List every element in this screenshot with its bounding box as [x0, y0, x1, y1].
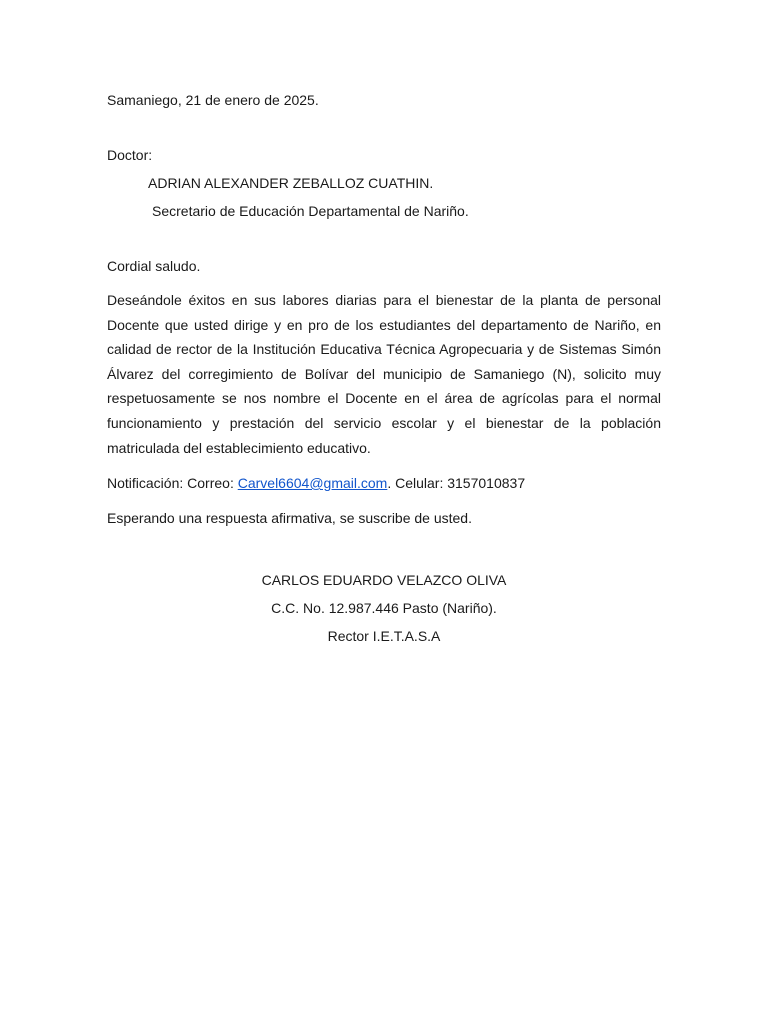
email-link[interactable]: Carvel6604@gmail.com	[237, 475, 388, 491]
notification-line	[107, 474, 525, 492]
signature-title: Rector I.E.T.A.S.A	[327, 628, 441, 644]
closing-line: Esperando una respuesta afirmativa, se suscribe de usted.	[107, 510, 472, 526]
body-paragraph: Deseándole éxitos en sus labores diarias para el bienestar de la planta de personal Docente que usted dirige y en pro de los estudiantes del departamento de Nariño, en calidad de rector de la Institución Educativa Técnica Agropecuaria y de Sistemas Simón Álvarez del corregimiento de Bolívar del municipio de Samaniego (N), solicito muy respetuosamente se nos nombre el Docente en el área de agrícolas para el normal funcionamiento y prestación del servicio escolar y el bienestar de la población matriculada del establecimiento educativo.	[107, 292, 661, 456]
signature-id: C.C. No. 12.987.446 Pasto (Nariño).	[271, 600, 497, 616]
greeting: Cordial saludo.	[107, 258, 201, 274]
recipient-role: Secretario de Educación Departamental de Nariño.	[152, 203, 469, 219]
notification-prefix: Notificación: Correo:	[107, 475, 238, 491]
signature-name: CARLOS EDUARDO VELAZCO OLIVA	[261, 572, 507, 588]
salutation-title: Doctor:	[107, 147, 153, 163]
notification-suffix: . Celular: 3157010837	[387, 475, 526, 491]
recipient-name: ADRIAN ALEXANDER ZEBALLOZ CUATHIN.	[148, 175, 434, 191]
date-line: Samaniego, 21 de enero de 2025.	[107, 92, 319, 108]
